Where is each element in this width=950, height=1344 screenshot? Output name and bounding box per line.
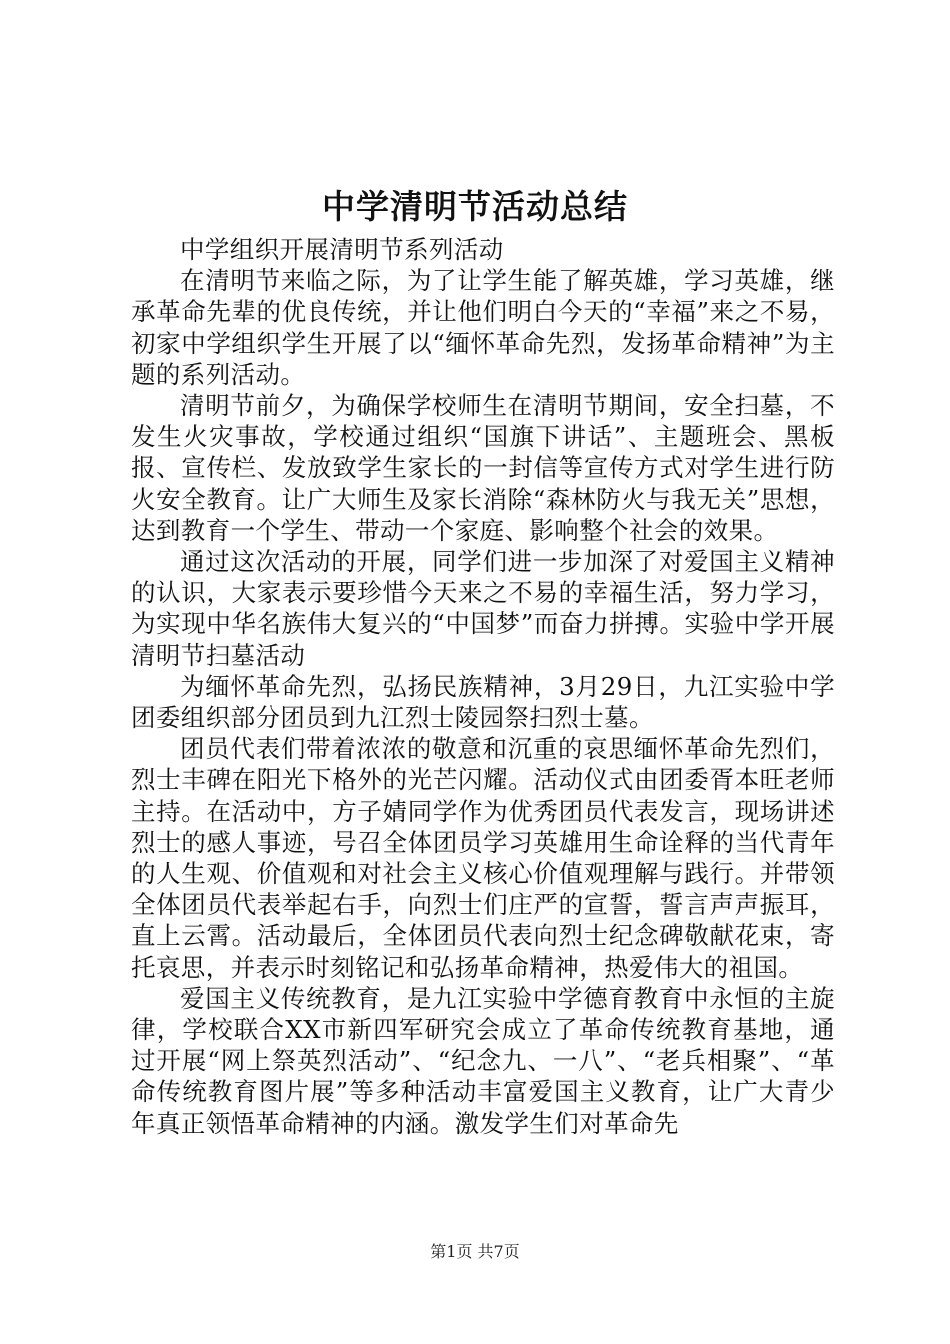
paragraph-outcome: 通过这次活动的开展，同学们进一步加深了对爱国主义精神的认识，大家表示要珍惜今天来之不易的幸福生活，努力学习，为实现中华名族伟大复兴的“中国梦”而奋力拼搏。实验中学开展清明节扫墓活动 bbox=[131, 547, 835, 670]
document-body bbox=[131, 234, 835, 1139]
paragraph-subheading: 中学组织开展清明节系列活动 bbox=[180, 235, 504, 264]
paragraph-ceremony: 团员代表们带着浓浓的敬意和沉重的哀思缅怀革命先烈们，烈士丰碑在阳光下格外的光芒闪耀。活动仪式由团委胥本旺老师主持。在活动中，方子婧同学作为优秀团员代表发言，现场讲述烈士的感人事迹，号召全体团员学习英雄用生命诠释的当代青年的人生观、价值观和对社会主义核心价值观理解与践行。并带领全体团员代表举起右手，向烈士们庄严的宣誓，誓言声声振耳，直上云霄。活动最后，全体团员代表向烈士纪念碑敬献花束，寄托哀思，并表示时刻铭记和弘扬革命精神，热爱伟大的祖国。 bbox=[131, 734, 835, 982]
document-title: 中学清明节活动总结 bbox=[322, 187, 628, 226]
paragraph-tomb-sweeping: 为缅怀革命先烈，弘扬民族精神，3月29日，九江实验中学团委组织部分团员到九江烈士陵园祭扫烈士墓。 bbox=[131, 671, 835, 733]
paragraph-intro: 在清明节来临之际，为了让学生能了解英雄，学习英雄，继承革命先辈的优良传统，并让他们明白今天的“幸福”来之不易，初家中学组织学生开展了以“缅怀革命先烈，发扬革命精神”为主题的系列活动。 bbox=[131, 266, 835, 389]
paragraph-fire-safety: 清明节前夕，为确保学校师生在清明节期间，安全扫墓，不发生火灾事故，学校通过组织“国旗下讲话”、主题班会、黑板报、宣传栏、发放致学生家长的一封信等宣传方式对学生进行防火安全教育。让广大师生及家长消除“森林防火与我无关”思想，达到教育一个学生、带动一个家庭、影响整个社会的效果。 bbox=[131, 391, 835, 545]
page-number-footer: 第1页 共7页 bbox=[430, 1242, 520, 1261]
paragraph-patriotic-education: 爱国主义传统教育，是九江实验中学德育教育中永恒的主旋律，学校联合XX市新四军研究会成立了革命传统教育基地，通过开展“网上祭英烈活动”、“纪念九、一八”、“老兵相聚”、“革命传统教育图片展”等多种活动丰富爱国主义教育，让广大青少年真正领悟革命精神的内涵。激发学生们对革命先 bbox=[131, 983, 835, 1138]
